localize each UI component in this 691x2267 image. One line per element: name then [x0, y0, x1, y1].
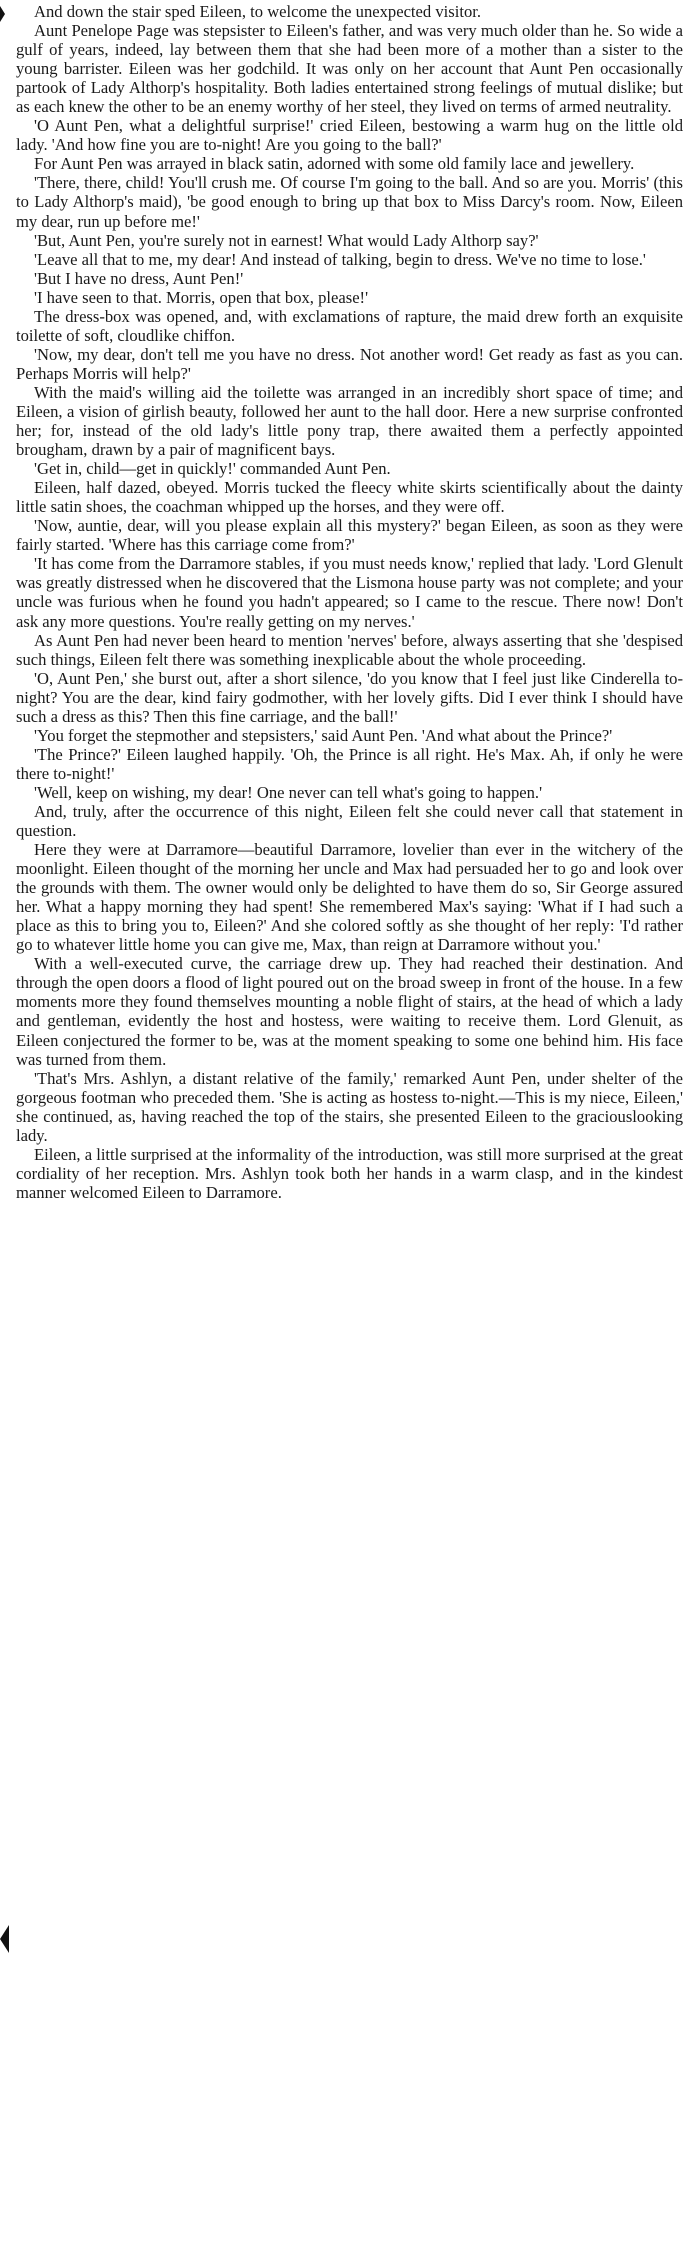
paragraph: Aunt Penelope Page was stepsister to Eileen's father, and was very much older than he. So wide a gulf of years, indeed, lay between them that she had been more of a mother than a sister to the young barrister. Eileen was her godchild. It was only on her account that Aunt Pen occasionally partook of Lady Althorp's hospitality. Both ladies entertained strong feelings of mutual dislike; but as each knew the other to be an enemy worthy of her steel, they lived on terms of armed neutrality. [16, 21, 683, 117]
paragraph: 'Get in, child—get in quickly!' commanded Aunt Pen. [34, 459, 391, 479]
paragraph: 'There, there, child! You'll crush me. Of course I'm going to the ball. And so are you. Morris' (this to Lady Althorp's maid), 'be good enough to bring up that box to Miss Darcy's room. Now, Eileen my dear, run up before me!' [16, 173, 683, 231]
paragraph: 'That's Mrs. Ashlyn, a distant relative of the family,' remarked Aunt Pen, under shelter of the gorgeous footman who preceded them. 'She is acting as hostess to-night.—This is my niece, Eileen,' she continued, as, having reached the top of the stairs, she presented Eileen to the graciouslooking lady. [16, 1068, 683, 1145]
paragraph: 'But, Aunt Pen, you're surely not in earnest! What would Lady Althorp say?' [34, 230, 539, 250]
paragraph: 'O, Aunt Pen,' she burst out, after a short silence, 'do you know that I feel just like Cinderella to-night? You are the dear, kind fairy godmother, with her lovely gifts. Did I ever think I should have such a dress as this? Then this fine carriage, and the ball!' [16, 668, 683, 726]
paragraph: As Aunt Pen had never been heard to mention 'nerves' before, always asserting that she 'despised such things, Eileen felt there was something inexplicable about the whole proceeding. [16, 630, 683, 669]
paragraph: 'But I have no dress, Aunt Pen!' [34, 268, 244, 288]
paragraph: 'The Prince?' Eileen laughed happily. 'Oh, the Prince is all right. He's Max. Ah, if only he were there to-night!' [16, 744, 683, 783]
paragraph: And down the stair sped Eileen, to welcome the unexpected visitor. [34, 2, 481, 21]
paragraph: 'I have seen to that. Morris, open that box, please!' [34, 287, 369, 307]
column-marker-arrow-icon [0, 6, 5, 22]
paragraph: With a well-executed curve, the carriage drew up. They had reached their destination. And through the open doors a flood of light poured out on the broad sweep in front of the house. In a few moments more they found themselves mounting a noble flight of stairs, at the head of which a lady and gentleman, evidently the host and hostess, were waiting to receive them. Lord Glenuit, as Eileen conjectured the former to be, was at the moment speaking to some one behind him. His face was turned from them. [16, 954, 683, 1069]
paragraph: With the maid's willing aid the toilette was arranged in an incredibly short space of time; and Eileen, a vision of girlish beauty, followed her aunt to the hall door. Here a new surprise confronted her; for, instead of the old lady's little pony trap, there awaited them a perfectly appointed brougham, drawn by a pair of magnificent bays. [16, 382, 683, 460]
paragraph: 'Leave all that to me, my dear! And instead of talking, begin to dress. We've no time to lose.' [34, 249, 646, 269]
paragraph: 'O Aunt Pen, what a delightful surprise!' cried Eileen, bestowing a warm hug on the little old lady. 'And how fine you are to-night! Are you going to the ball?' [16, 116, 683, 155]
column-marker-triangle-icon [0, 1925, 9, 1953]
paragraph: 'It has come from the Darramore stables, if you must needs know,' replied that lady. 'Lord Glenult was greatly distressed when he discovered that the Lismona house party was not complete; and your uncle was furious when he found you hadn't appeared; so I came to the rescue. There now! Don't ask any more questions. You're really getting on my nerves.' [16, 554, 683, 631]
paragraph: 'Now, auntie, dear, will you please explain all this mystery?' began Eileen, as soon as they were fairly started. 'Where has this carriage come from?' [16, 516, 683, 555]
paragraph: And, truly, after the occurrence of this night, Eileen felt she could never call that statement in question. [16, 801, 683, 841]
paragraph: 'Now, my dear, don't tell me you have no dress. Not another word! Get ready as fast as you can. Perhaps Morris will help?' [16, 344, 683, 383]
paragraph: Eileen, half dazed, obeyed. Morris tucked the fleecy white skirts scientifically about the dainty little satin shoes, the coachman whipped up the horses, and they were off. [16, 478, 683, 517]
paragraph: The dress-box was opened, and, with exclamations of rapture, the maid drew forth an exquisite toilette of soft, cloudlike chiffon. [16, 306, 683, 345]
paragraph: 'Well, keep on wishing, my dear! One never can tell what's going to happen.' [34, 782, 543, 802]
paragraph: Eileen, a little surprised at the informality of the introduction, was still more surprised at the great cordiality of her reception. Mrs. Ashlyn took both her hands in a warm clasp, and in the kindest manner welcomed Eileen to Darramore. [16, 1144, 683, 1202]
paragraph: Here they were at Darramore—beautiful Darramore, lovelier than ever in the witchery of the moonlight. Eileen thought of the morning her uncle and Max had persuaded her to go and look over the grounds with them. The owner would only be delighted to have them do so, Sir George assured her. What a happy morning they had spent! She remembered Max's saying: 'What if I had such a place as this to bring you to, Eileen?' And she colored softly as she thought of her reply: 'I'd rather go to whatever little home you can give me, Max, than reign at Darramore without you.' [16, 840, 683, 955]
paragraph: 'You forget the stepmother and stepsisters,' said Aunt Pen. 'And what about the Prince?' [34, 725, 613, 745]
paragraph: For Aunt Pen was arrayed in black satin, adorned with some old family lace and jewellery. [34, 154, 635, 174]
